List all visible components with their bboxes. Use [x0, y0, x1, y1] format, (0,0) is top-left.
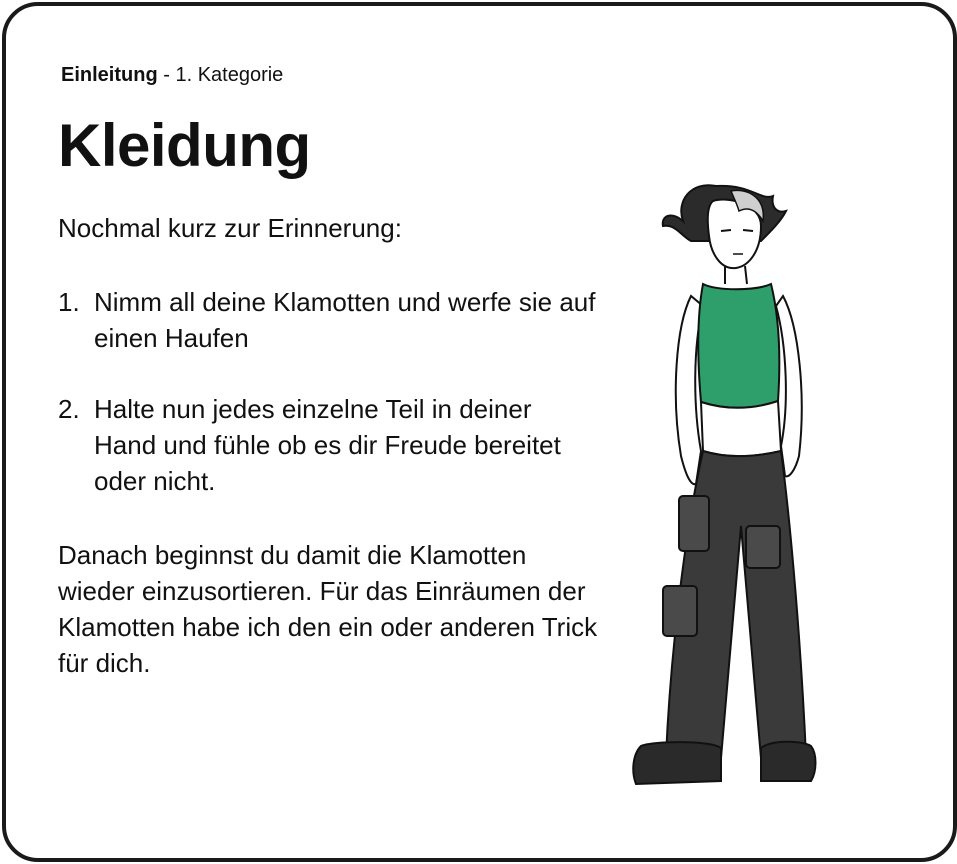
list-item	[58, 284, 598, 356]
breadcrumb	[61, 63, 283, 87]
info-card	[2, 2, 957, 862]
list-item	[58, 391, 598, 499]
breadcrumb-separator: -	[157, 64, 176, 86]
intro-text: Nochmal kurz zur Erinnerung:	[58, 213, 402, 243]
step-text: Nimm all deine Klamotten und werfe sie auf einen Haufen	[94, 287, 596, 353]
breadcrumb-category: 1. Kategorie	[175, 64, 284, 86]
steps-list	[58, 284, 598, 534]
outro-text: Danach beginnst du damit die Klamotten wieder einzusortieren. Für das Einräumen der Klamotten habe ich den ein oder anderen Trick für dich.	[58, 540, 598, 678]
girl-illustration	[621, 166, 831, 796]
breadcrumb-section: Einleitung	[61, 64, 158, 86]
step-text: Halte nun jedes einzelne Teil in deiner Hand und fühle ob es dir Freude bereitet oder nicht.	[94, 394, 561, 496]
step-number: 1.	[58, 287, 80, 317]
step-number: 2.	[58, 394, 80, 424]
page-title: Kleidung	[58, 112, 311, 179]
